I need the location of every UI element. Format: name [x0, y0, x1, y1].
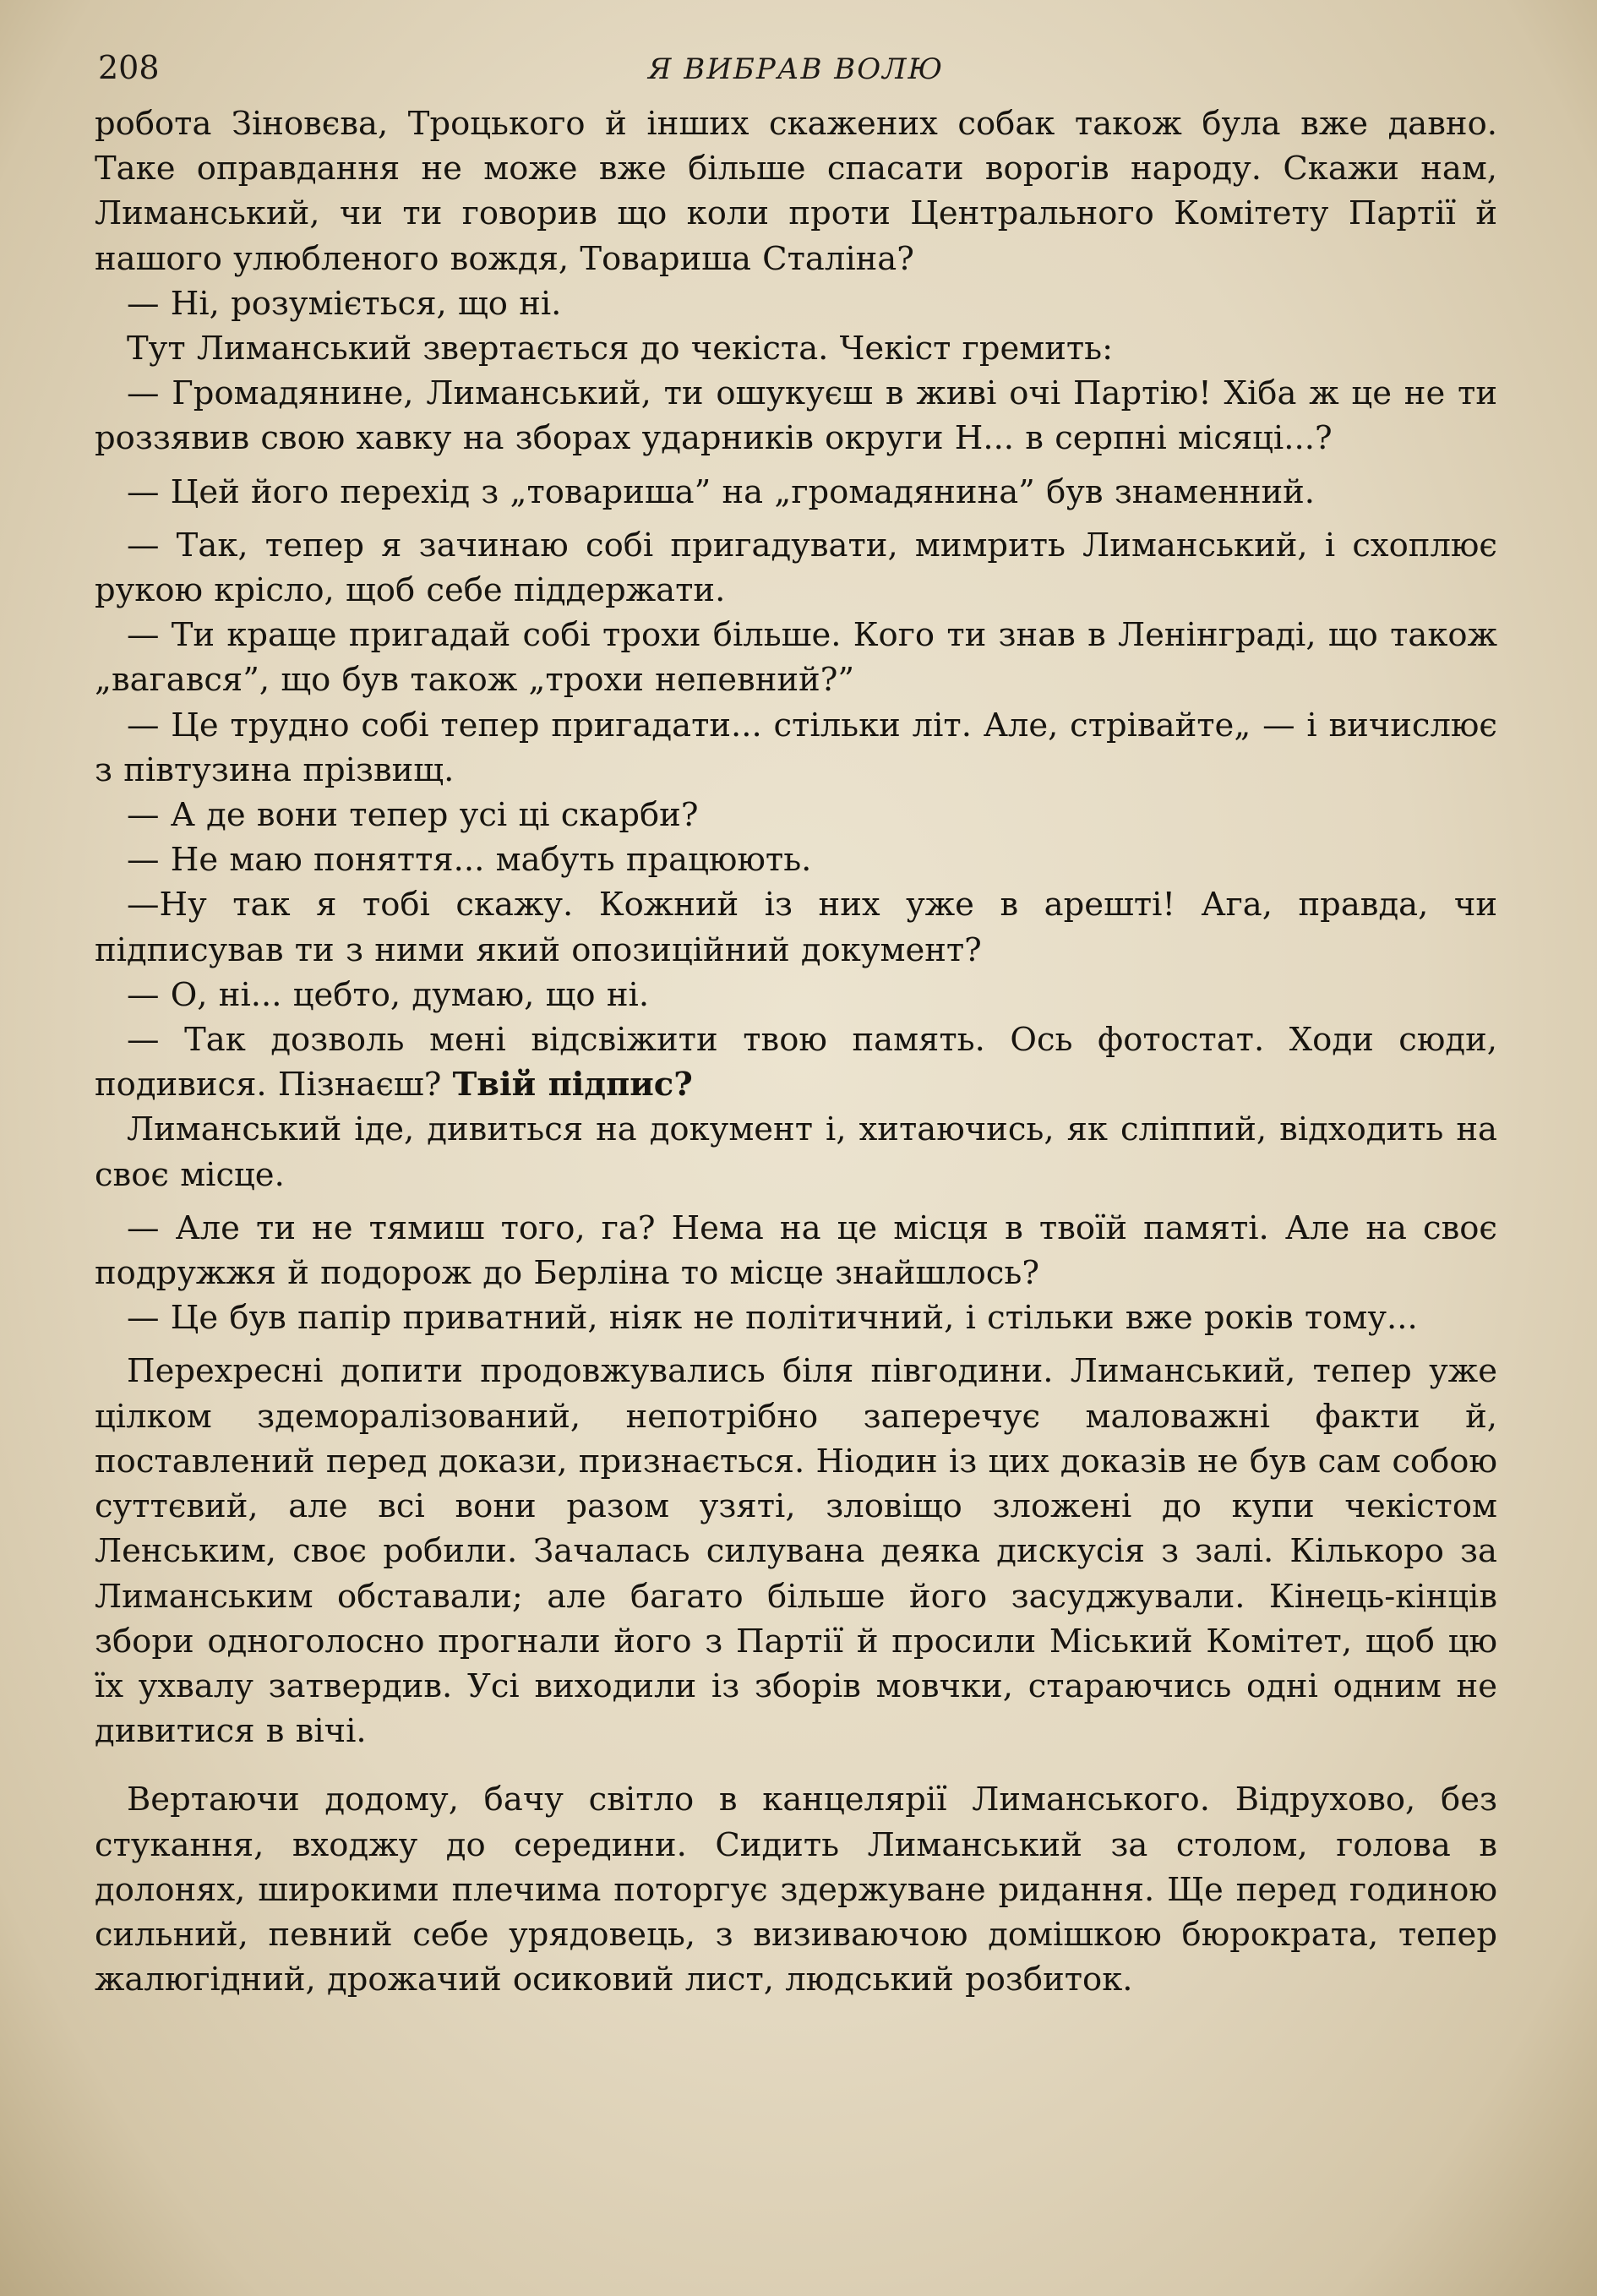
running-title: Я ВИБРАВ ВОЛЮ: [647, 52, 945, 86]
dialogue-line: — Це був папір приватний, ніяк не політичний, і стільки вже років тому...: [127, 1299, 1418, 1338]
dialogue-line: — Але ти не тямиш того, га? Нема на це місця в твоїй памяті. Але на своє подружжя й подорож до Берліна то місце знайшлось?: [95, 1208, 1497, 1293]
dialogue-line: — Ні, розуміється, що ні.: [127, 284, 562, 323]
dialogue-line: — Це трудно собі тепер пригадати... стільки літ. Але, стрівайте„ — і вичислює з півтузина прізвищ.: [95, 706, 1497, 789]
dialogue-line: —Ну так я тобі скажу. Кожний із них уже в арешті! Ага, правда, чи підписував ти з ними який опозиційний документ?: [95, 886, 1497, 969]
dialogue-line: — О, ні... цебто, думаю, що ні.: [127, 975, 650, 1014]
paragraph: Лиманський іде, дивиться на документ і, хитаючись, як сліппий, відходить на своє місце.: [95, 1110, 1497, 1194]
dialogue-line: [95, 1017, 1497, 1107]
paragraph: робота Зіновєва, Троцького й інших скажених собак також була вже давно. Таке оправдання не може вже більше спасати ворогів народу. Скажи нам, Лиманський, чи ти говорив що коли проти Центрального Комітету Партії й нашого улюбленого вождя, Товариша Сталіна?: [95, 105, 1497, 278]
paragraph: Перехресні допити продовжувались біля півгодини. Лиманський, тепер уже цілком здеморалізований, непотрібно заперечує маловажні факти й, поставлений перед докази, признається. Ніодин із цих доказів не був сам собою суттєвий, але всі вони разом узяті, зловіщо зложені до купи чекістом Ленським, своє робили. Зачалась силувана деяка дискусія з залі. Кількоро за Лиманським обставали; але багато більше його засуджували. Кінець-кінців збори одноголосно прогнали його з Партії й просили Міський Комітет, щоб цю їх ухвалу затвердив. Усі виходили із зборів мовчки, стараючись одні одним не дивитися в вічі.: [95, 1352, 1497, 1751]
page-number: 208: [98, 49, 160, 86]
page-content: [95, 49, 1497, 2002]
body-text: [95, 101, 1497, 2002]
paragraph: Тут Лиманський звертається до чекіста. Чекіст гремить:: [127, 330, 1114, 368]
dialogue-line-text: — Так дозволь мені відсвіжити твою память. Ось фотостат. Ходи сюди, подивися. Пізнаєш?: [95, 1021, 1497, 1104]
page-header: [95, 49, 1497, 101]
dialogue-line: — Так, тепер я зачинаю собі пригадувати, мимрить Лиманський, і схоплює рукою крісло, щоб себе піддержати.: [95, 526, 1497, 610]
dialogue-line: — Громадянине, Лиманський, ти ошукуєш в живі очі Партію! Хіба ж це не ти роззявив свою хавку на зборах ударників округи Н... в серпні місяці...?: [95, 374, 1497, 458]
paragraph: Вертаючи додому, бачу світло в канцелярії Лиманського. Відрухово, без стукання, входжу до середини. Сидить Лиманський за столом, голова в долонях, широкими плечима поторгує здержуване ридання. Ще перед годиною сильний, певний себе урядовець, з визиваючою домішкою бюрократа, тепер жалюгідний, дрожачий осиковий лист, людський розбиток.: [95, 1781, 1497, 1999]
dialogue-line: — Цей його перехід з „товариша” на „громадянина” був знаменний.: [127, 472, 1316, 511]
dialogue-line: — Не маю поняття... мабуть працюють.: [127, 841, 812, 880]
dialogue-line: — А де вони тепер усі ці скарби?: [127, 796, 699, 835]
dialogue-line: — Ти краще пригадай собі трохи більше. Кого ти знав в Ленінграді, що також „вагався”, що був також „трохи непевний?”: [95, 616, 1497, 700]
bold-emphasis: Твій підпис?: [452, 1066, 693, 1104]
